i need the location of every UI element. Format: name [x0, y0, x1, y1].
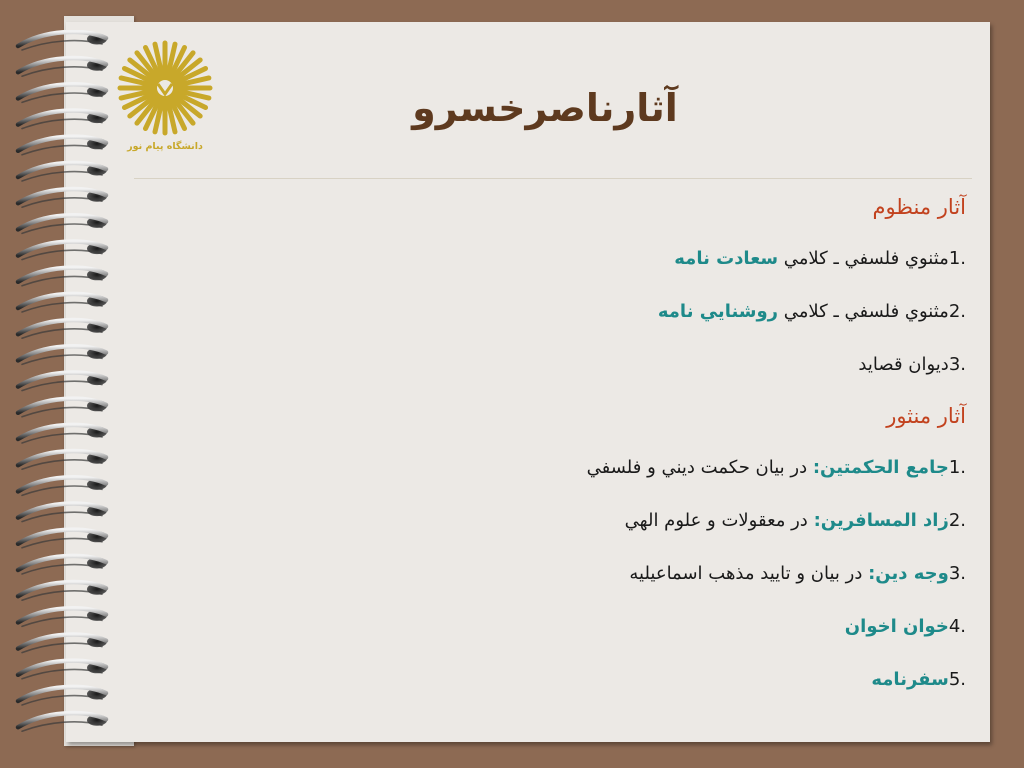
binding-ring	[18, 372, 107, 390]
binding-ring	[18, 110, 107, 128]
binding-ring	[18, 268, 107, 286]
binding-ring	[18, 399, 107, 417]
spiral-binding	[14, 30, 114, 740]
binding-ring	[18, 530, 107, 548]
binding-ring	[18, 32, 107, 50]
list-item: 1.مثنوي فلسفي ـ كلامي سعادت نامه	[674, 248, 966, 269]
binding-ring	[18, 503, 107, 521]
logo-sun-icon	[120, 43, 210, 133]
binding-ring	[18, 320, 107, 338]
section-heading-prose: آثار منثور	[886, 404, 966, 428]
logo-text: دانشگاه پيام نور	[127, 141, 203, 152]
binding-ring	[18, 477, 107, 495]
binding-ring	[18, 713, 107, 731]
list-item: 3.ديوان قصايد	[858, 354, 966, 375]
list-item: 5.سفرنامه	[871, 669, 966, 690]
section-heading-poetry: آثار منظوم	[872, 195, 966, 219]
list-item: 1.جامع الحكمتين: در بيان حكمت ديني و فلسفي	[586, 457, 966, 478]
slide-title: آثارناصرخسرو	[412, 86, 678, 130]
binding-ring	[18, 84, 107, 102]
binding-ring	[18, 634, 107, 652]
binding-ring	[18, 215, 107, 233]
university-logo	[116, 40, 214, 160]
slide-content	[146, 182, 966, 706]
binding-ring	[18, 241, 107, 259]
binding-ring	[18, 582, 107, 600]
binding-ring	[18, 687, 107, 705]
binding-ring	[18, 137, 107, 155]
binding-ring	[18, 451, 107, 469]
binding-ring	[18, 346, 107, 364]
binding-ring	[18, 608, 107, 626]
list-item: 2.مثنوي فلسفي ـ كلامي روشنايي نامه	[657, 301, 966, 322]
binding-ring	[18, 661, 107, 679]
binding-ring	[18, 163, 107, 181]
list-item: 2.زاد المسافرين: در معقولات و علوم الهي	[624, 510, 966, 531]
binding-ring	[18, 556, 107, 574]
list-item: 3.وجه دين: در بيان و تاييد مذهب اسماعيليه	[629, 563, 966, 584]
binding-ring	[18, 189, 107, 207]
binding-ring	[18, 425, 107, 443]
binding-ring	[18, 58, 107, 76]
title-divider	[134, 178, 972, 179]
list-item: 4.خوان اخوان	[844, 616, 966, 637]
binding-ring	[18, 294, 107, 312]
